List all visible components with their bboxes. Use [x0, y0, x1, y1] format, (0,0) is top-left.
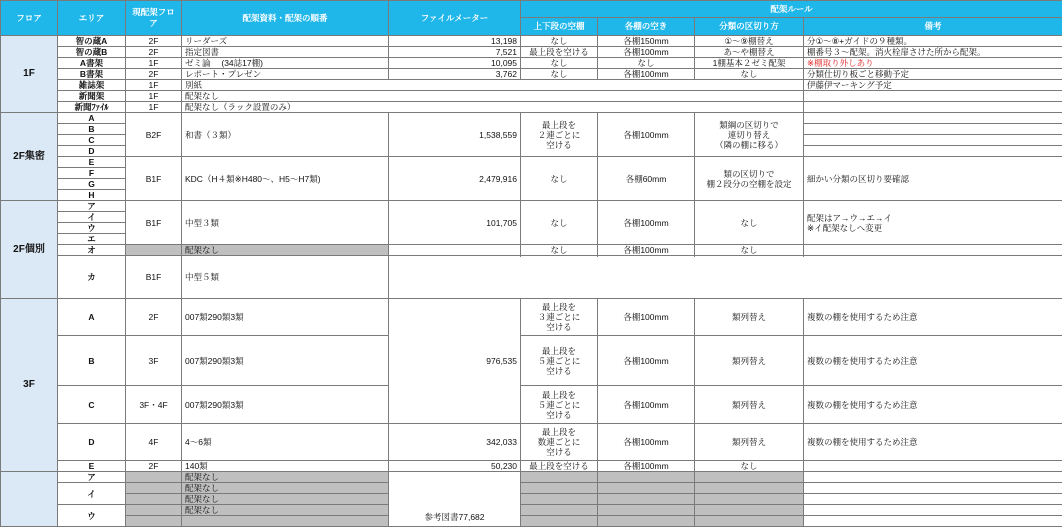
- shelf-space-cell: 各棚150mm: [598, 36, 695, 47]
- current-floor-cell: 3F: [126, 336, 182, 386]
- materials-cell: 4〜6類: [182, 424, 389, 461]
- file-meter-cell: 3,762: [389, 69, 521, 80]
- area-cell: 雑誌架: [58, 80, 126, 91]
- shelf-space-cell-empty: [598, 494, 695, 505]
- area-cell: A: [58, 299, 126, 336]
- shelf-space-cell: 各棚60mm: [598, 157, 695, 201]
- materials-cell: 007類290類3類: [182, 299, 389, 336]
- header-file-meter: ファイルメーター: [389, 1, 521, 36]
- materials-cell: リーダーズ: [182, 36, 389, 47]
- notes-cell: [804, 113, 1062, 124]
- materials-cell: 指定図書: [182, 47, 389, 58]
- file-meter-cell: 342,033: [389, 424, 521, 461]
- notes-cell: 複数の棚を使用するため注意: [804, 299, 1062, 336]
- area-cell: D: [58, 146, 126, 157]
- category-break-cell: 類列替え: [695, 299, 804, 336]
- category-break-cell: 1棚基本２ゼミ配架: [695, 58, 804, 69]
- category-break-cell: ①〜⑨棚替え: [695, 36, 804, 47]
- notes-cell: [804, 494, 1062, 505]
- file-meter-cell: 10,095: [389, 58, 521, 69]
- area-cell: 智の蔵A: [58, 36, 126, 47]
- current-floor-cell: 1F: [126, 102, 182, 113]
- notes-cell: [804, 483, 1062, 494]
- current-floor-cell: B1F: [126, 201, 182, 245]
- area-cell: ウ: [58, 505, 126, 527]
- category-break-cell: なし: [695, 201, 804, 245]
- area-cell: B: [58, 124, 126, 135]
- notes-cell: 分類仕切り板ごと移動予定: [804, 69, 1062, 80]
- area-cell: C: [58, 135, 126, 146]
- file-meter-cell: 101,705: [389, 201, 521, 245]
- file-meter-cell: [389, 245, 521, 256]
- header-current-floor: 現配架フロア: [126, 1, 182, 36]
- area-cell: B書架: [58, 69, 126, 80]
- header-top-bottom: 上下段の空棚: [521, 18, 598, 36]
- category-break-cell: 類列替え: [695, 424, 804, 461]
- area-cell: A: [58, 113, 126, 124]
- top-bottom-cell: 最上段を空ける: [521, 461, 598, 472]
- notes-cell: [804, 124, 1062, 135]
- shelf-space-cell-empty: [598, 472, 695, 483]
- materials-cell-empty: 配架なし: [182, 483, 389, 494]
- materials-cell: 007類290類3類: [182, 336, 389, 386]
- notes-cell: [804, 245, 1062, 256]
- current-floor-cell: 1F: [126, 58, 182, 69]
- notes-cell: 伊藤伊マーキング予定: [804, 80, 1062, 91]
- materials-cell: 配架なし（ラック設置のみ）: [182, 102, 804, 113]
- shelf-space-cell: 各棚100mm: [598, 47, 695, 58]
- header-category-break: 分類の区切り方: [695, 18, 804, 36]
- materials-cell: 配架なし: [182, 91, 804, 102]
- file-meter-cell: 50,230: [389, 461, 521, 472]
- current-floor-cell: 2F: [126, 461, 182, 472]
- category-break-cell: なし: [695, 69, 804, 80]
- top-bottom-cell: 最上段を空ける: [521, 47, 598, 58]
- materials-cell-empty: 配架なし: [182, 494, 389, 505]
- category-break-cell: 類列替え: [695, 336, 804, 386]
- header-rules: 配架ルール: [521, 1, 1062, 18]
- notes-cell: [804, 135, 1062, 146]
- area-cell: エ: [58, 234, 126, 245]
- category-break-cell-empty: [695, 505, 804, 516]
- category-break-cell: あ〜や棚替え: [695, 47, 804, 58]
- area-cell: C: [58, 386, 126, 424]
- category-break-cell: 類列替え: [695, 386, 804, 424]
- current-floor-cell: 2F: [126, 36, 182, 47]
- top-bottom-cell: 最上段を ３連ごとに 空ける: [521, 299, 598, 336]
- area-cell: E: [58, 461, 126, 472]
- category-break-cell: 類の区切りで 棚２段分の空棚を設定: [695, 157, 804, 201]
- current-floor-cell: 1F: [126, 80, 182, 91]
- header-notes: 備考: [804, 18, 1062, 36]
- materials-cell: 007類290類3類: [182, 386, 389, 424]
- area-cell: D: [58, 424, 126, 461]
- notes-cell: 複数の棚を使用するため注意: [804, 386, 1062, 424]
- notes-cell: [804, 91, 1062, 102]
- area-cell: ア: [58, 201, 126, 212]
- header-floor: フロア: [1, 1, 58, 36]
- category-break-cell-empty: [695, 483, 804, 494]
- category-break-cell-empty: [695, 472, 804, 483]
- shelf-space-cell: 各棚100mm: [598, 424, 695, 461]
- current-floor-cell-empty: [126, 472, 182, 483]
- shelf-space-cell: 各棚100mm: [598, 386, 695, 424]
- floor-cell-2f-individual: 2F個別: [1, 201, 58, 299]
- file-meter-cell: 976,535: [389, 299, 521, 424]
- top-bottom-cell-empty: [521, 472, 598, 483]
- area-cell: E: [58, 157, 126, 168]
- notes-cell: [804, 472, 1062, 483]
- file-meter-cell: 参考図書77,682: [389, 472, 521, 527]
- area-cell: B: [58, 336, 126, 386]
- top-bottom-cell: なし: [521, 36, 598, 47]
- area-cell: A書架: [58, 58, 126, 69]
- header-area: エリア: [58, 1, 126, 36]
- materials-cell: レポート・プレゼン: [182, 69, 389, 80]
- category-break-cell: なし: [695, 245, 804, 256]
- notes-cell: 棚番号３〜配架。消火栓扉さけた所から配架。: [804, 47, 1062, 58]
- area-cell: イ: [58, 483, 126, 505]
- notes-cell: [804, 505, 1062, 516]
- area-cell: イ: [58, 212, 126, 223]
- current-floor-cell-empty: [126, 483, 182, 494]
- top-bottom-cell: なし: [521, 245, 598, 256]
- header-shelf-space: 各棚の空き: [598, 18, 695, 36]
- current-floor-cell-empty: [126, 245, 182, 256]
- header-materials: 配架資料・配架の順番: [182, 1, 389, 36]
- materials-cell: 140類: [182, 461, 389, 472]
- materials-cell: 和書（３類）: [182, 113, 389, 157]
- notes-cell: 分①〜⑧+ガイドの９種類。: [804, 36, 1062, 47]
- file-meter-cell: 7,521: [389, 47, 521, 58]
- notes-cell: 配架はア→ウ→エ→イ ※イ配架なしへ変更: [804, 201, 1062, 245]
- top-bottom-cell: なし: [521, 157, 598, 201]
- current-floor-cell: 2F: [126, 69, 182, 80]
- area-cell: カ: [58, 256, 126, 299]
- floor-cell-3f: 3F: [1, 299, 58, 472]
- materials-cell: 別紙: [182, 80, 804, 91]
- notes-cell: [804, 102, 1062, 113]
- current-floor-cell: 4F: [126, 424, 182, 461]
- top-bottom-cell: 最上段を ５連ごとに 空ける: [521, 336, 598, 386]
- top-bottom-cell: なし: [521, 58, 598, 69]
- top-bottom-cell: 最上段を ５連ごとに 空ける: [521, 386, 598, 424]
- current-floor-cell: B1F: [126, 256, 182, 299]
- notes-cell: [804, 461, 1062, 472]
- top-bottom-cell-empty: [521, 483, 598, 494]
- area-cell: ウ: [58, 223, 126, 234]
- current-floor-cell: 2F: [126, 299, 182, 336]
- notes-cell: [804, 146, 1062, 157]
- shelf-space-cell-empty: [598, 483, 695, 494]
- current-floor-cell: 2F: [126, 47, 182, 58]
- materials-cell: 中型３類: [182, 201, 389, 245]
- file-meter-cell: 13,198: [389, 36, 521, 47]
- top-bottom-cell: なし: [521, 69, 598, 80]
- category-break-cell-empty: [695, 494, 804, 505]
- category-break-cell: なし: [695, 461, 804, 472]
- area-cell: 新聞架: [58, 91, 126, 102]
- top-bottom-cell: 最上段を ２連ごとに 空ける: [521, 113, 598, 157]
- shelf-space-cell-empty: [598, 505, 695, 516]
- floor-cell-1f: 1F: [1, 36, 58, 113]
- area-cell: 新聞ﾌｧｲﾙ: [58, 102, 126, 113]
- materials-cell: KDC（H４類※H480〜、H5〜H7類): [182, 157, 389, 201]
- shelf-space-cell: 各棚100mm: [598, 201, 695, 245]
- materials-cell-empty: 配架なし: [182, 472, 389, 483]
- shelf-space-cell: 各棚100mm: [598, 113, 695, 157]
- notes-cell-warning: ※棚取り外しあり: [804, 58, 1062, 69]
- materials-cell: 中型５類: [182, 256, 389, 299]
- shelf-space-cell: なし: [598, 58, 695, 69]
- area-cell: ア: [58, 472, 126, 483]
- current-floor-cell: B1F: [126, 157, 182, 201]
- area-cell: G: [58, 179, 126, 190]
- current-floor-cell-empty: [126, 505, 182, 516]
- floor-cell-unlabeled: [1, 472, 58, 527]
- category-break-cell: 類綱の区切りで 連切り替え （隣の棚に移る）: [695, 113, 804, 157]
- materials-cell-empty: 配架なし: [182, 505, 389, 516]
- current-floor-cell: B2F: [126, 113, 182, 157]
- notes-cell: 複数の棚を使用するため注意: [804, 424, 1062, 461]
- area-cell: H: [58, 190, 126, 201]
- top-bottom-cell-empty: [521, 505, 598, 516]
- current-floor-cell: 3F・4F: [126, 386, 182, 424]
- floor-cell-2f-compact: 2F集密: [1, 113, 58, 201]
- notes-cell: 細かい分類の区切り要確認: [804, 157, 1062, 201]
- shelf-space-cell: 各棚100mm: [598, 299, 695, 336]
- top-bottom-cell-empty: [521, 494, 598, 505]
- area-cell: F: [58, 168, 126, 179]
- notes-cell: 複数の棚を使用するため注意: [804, 336, 1062, 386]
- area-cell: オ: [58, 245, 126, 256]
- materials-cell: ゼミ論 (34誌17棚): [182, 58, 389, 69]
- area-cell: 智の蔵B: [58, 47, 126, 58]
- current-floor-cell-empty: [126, 494, 182, 505]
- shelf-space-cell: 各棚100mm: [598, 69, 695, 80]
- top-bottom-cell: なし: [521, 201, 598, 245]
- shelf-space-cell: 各棚100mm: [598, 336, 695, 386]
- shelf-space-cell: 各棚100mm: [598, 245, 695, 256]
- shelf-space-cell: 各棚100mm: [598, 461, 695, 472]
- file-meter-cell: 2,479,916: [389, 157, 521, 201]
- current-floor-cell: 1F: [126, 91, 182, 102]
- top-bottom-cell: 最上段を 数連ごとに 空ける: [521, 424, 598, 461]
- file-meter-cell: 1,538,559: [389, 113, 521, 157]
- materials-cell-empty: 配架なし: [182, 245, 389, 256]
